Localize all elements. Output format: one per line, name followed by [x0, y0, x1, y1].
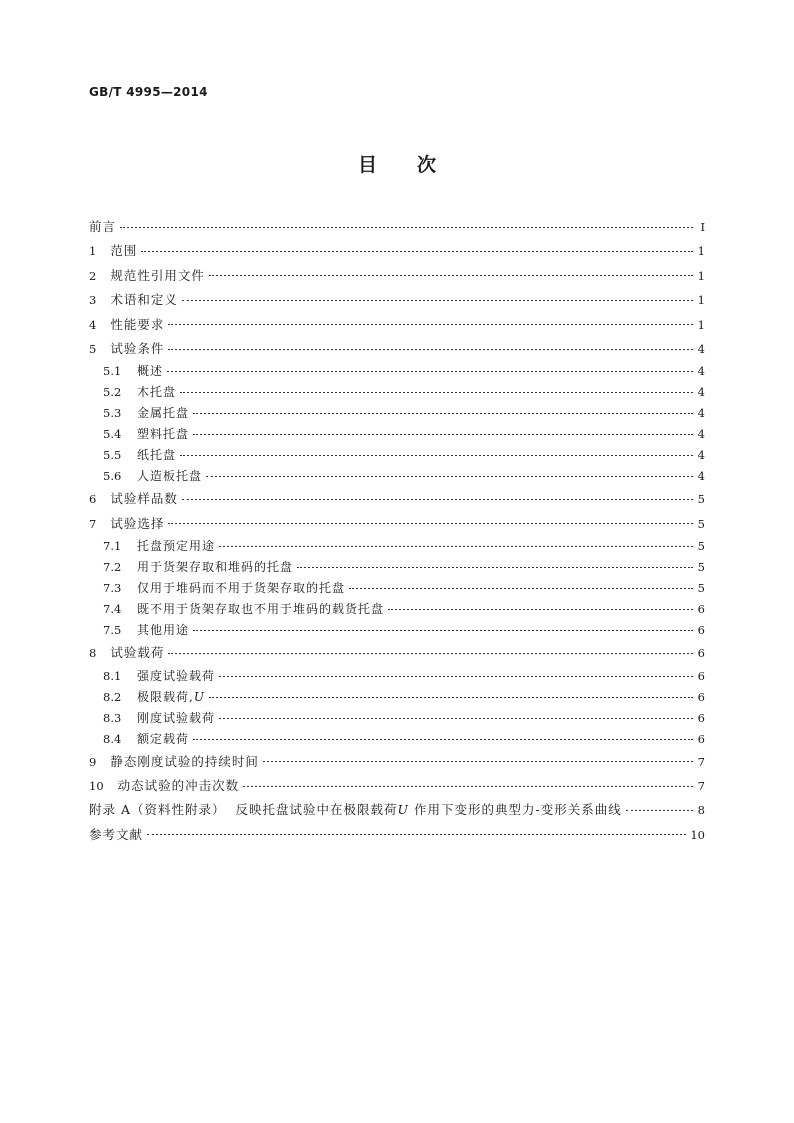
toc-page: 4 [697, 469, 705, 484]
toc-entry-5-4[interactable] [89, 424, 705, 445]
toc-label: 静态刚度试验的持续时间 [110, 753, 259, 769]
toc-number: 5.4 [103, 427, 122, 442]
toc-number: 6 [89, 492, 97, 507]
toc-page: 1 [697, 244, 705, 259]
toc-page: 8 [697, 803, 705, 818]
toc-label: 前言 [89, 219, 117, 234]
toc-number: 9 [89, 754, 97, 769]
toc-number: 5.1 [103, 364, 122, 379]
toc-leader [626, 810, 693, 811]
toc-number: 7.4 [103, 602, 122, 617]
toc-page: 6 [697, 731, 705, 746]
toc-leader [388, 609, 693, 610]
toc-label: 既不用于货架存取也不用于堆码的载货托盘 [137, 602, 385, 617]
toc-label: 概述 [137, 364, 164, 379]
toc-label: 试验条件 [110, 340, 165, 356]
toc-page: 4 [697, 364, 705, 379]
toc-page: 6 [697, 623, 705, 638]
toc-entry-3[interactable] [89, 288, 705, 312]
toc-page: Ⅰ [700, 220, 705, 234]
toc-leader [349, 588, 693, 589]
toc-leader [168, 523, 693, 524]
toc-page: 1 [697, 317, 705, 332]
toc-label: 其他用途 [137, 623, 190, 638]
toc-label: 塑料托盘 [137, 427, 190, 442]
toc-leader [209, 275, 693, 276]
toc-label [89, 798, 622, 822]
toc-number: 3 [89, 293, 97, 308]
toc-label-text: 极限载荷 [137, 689, 190, 704]
toc-number: 7.1 [103, 539, 122, 554]
toc-label [137, 687, 205, 708]
toc-entry-7-2[interactable] [89, 557, 705, 578]
toc-page: 4 [697, 427, 705, 442]
toc-label: 木托盘 [137, 385, 177, 400]
toc-number: 7.2 [103, 560, 122, 575]
toc-page: 6 [697, 646, 705, 661]
toc-label: 刚度试验载荷 [137, 710, 216, 725]
toc-entry-5-2[interactable] [89, 382, 705, 403]
toc-page: 1 [697, 293, 705, 308]
toc-entry-7-3[interactable] [89, 578, 705, 599]
toc-page: 5 [697, 560, 705, 575]
toc-leader [193, 434, 693, 435]
toc-leader [120, 227, 693, 228]
table-of-contents [89, 215, 705, 847]
toc-label: 范围 [110, 243, 138, 259]
toc-number: 7 [89, 516, 97, 531]
toc-leader [243, 786, 693, 787]
toc-entry-preface[interactable] [89, 215, 705, 239]
toc-number: 8 [89, 646, 97, 661]
toc-page: 7 [697, 754, 705, 769]
toc-entry-7-1[interactable] [89, 536, 705, 557]
toc-number: 2 [89, 268, 97, 283]
toc-page: 4 [697, 448, 705, 463]
toc-page: 1 [697, 268, 705, 283]
toc-label: 参考文献 [89, 826, 144, 842]
toc-page: 10 [690, 827, 705, 842]
toc-label: 托盘预定用途 [137, 539, 216, 554]
toc-entry-8-4[interactable] [89, 729, 705, 750]
toc-leader [219, 546, 693, 547]
toc-number: 5.2 [103, 385, 122, 400]
standard-code: GB/T 4995—2014 [89, 85, 208, 99]
toc-number: 7.3 [103, 581, 122, 596]
annex-title: 反映托盘试验中在极限载荷 [235, 802, 398, 818]
toc-leader [209, 697, 693, 698]
toc-label: 规范性引用文件 [110, 267, 205, 283]
toc-entry-annex-a[interactable] [89, 798, 705, 822]
toc-leader [180, 392, 693, 393]
toc-entry-7[interactable] [89, 512, 705, 536]
toc-label: 金属托盘 [137, 406, 190, 421]
toc-label-separator: , [189, 689, 194, 704]
toc-entry-5-6[interactable] [89, 466, 705, 487]
toc-leader [193, 630, 693, 631]
toc-label-symbol: U [193, 689, 205, 704]
toc-entry-6[interactable] [89, 487, 705, 511]
toc-leader [182, 300, 693, 301]
toc-number: 5.6 [103, 469, 122, 484]
toc-number: 5.3 [103, 406, 122, 421]
toc-entry-5-5[interactable] [89, 445, 705, 466]
toc-number: 8.1 [103, 668, 122, 683]
toc-label: 额定载荷 [137, 731, 190, 746]
annex-symbol: U [397, 802, 410, 818]
toc-leader [167, 371, 693, 372]
toc-leader [168, 324, 693, 325]
toc-entry-7-5[interactable] [89, 620, 705, 641]
toc-entry-8-2[interactable] [89, 687, 705, 708]
annex-title-rest: 作用下变形的典型力-变形关系曲线 [414, 802, 622, 818]
toc-leader [206, 476, 693, 477]
toc-number: 10 [89, 778, 104, 793]
toc-entry-4[interactable] [89, 313, 705, 337]
toc-label: 性能要求 [110, 316, 165, 332]
page-title: 目次 [357, 154, 476, 176]
toc-number: 8.3 [103, 710, 122, 725]
toc-entry-9[interactable] [89, 750, 705, 774]
toc-leader [297, 567, 693, 568]
toc-number: 5.5 [103, 448, 122, 463]
toc-page: 7 [697, 778, 705, 793]
toc-entry-2[interactable] [89, 264, 705, 288]
toc-number: 8.2 [103, 689, 122, 704]
toc-leader [193, 413, 693, 414]
toc-entry-7-4[interactable] [89, 599, 705, 620]
toc-number: 5 [89, 341, 97, 356]
toc-page: 5 [697, 581, 705, 596]
toc-label: 试验样品数 [110, 491, 178, 507]
toc-page: 6 [697, 710, 705, 725]
toc-leader [147, 834, 686, 835]
toc-number: 8.4 [103, 731, 122, 746]
toc-page: 4 [697, 406, 705, 421]
toc-leader [168, 653, 693, 654]
toc-entry-8-1[interactable] [89, 666, 705, 687]
toc-leader [141, 251, 693, 252]
toc-number: 4 [89, 317, 97, 332]
toc-leader [182, 499, 693, 500]
toc-entry-10[interactable] [89, 774, 705, 798]
toc-label: 试验载荷 [110, 645, 165, 661]
toc-page: 6 [697, 689, 705, 704]
toc-page: 6 [697, 668, 705, 683]
toc-entry-references[interactable] [89, 823, 705, 847]
toc-label: 术语和定义 [110, 292, 178, 308]
toc-page: 4 [697, 385, 705, 400]
toc-entry-8-3[interactable] [89, 708, 705, 729]
toc-page: 5 [697, 516, 705, 531]
toc-label: 强度试验载荷 [137, 668, 216, 683]
toc-leader [219, 718, 693, 719]
toc-entry-5-1[interactable] [89, 361, 705, 382]
toc-label: 纸托盘 [137, 448, 177, 463]
toc-label: 仅用于堆码而不用于货架存取的托盘 [137, 581, 346, 596]
toc-page: 4 [697, 341, 705, 356]
toc-page: 5 [697, 492, 705, 507]
toc-page: 5 [697, 539, 705, 554]
toc-leader [219, 676, 693, 677]
toc-entry-5[interactable] [89, 337, 705, 361]
toc-number: 1 [89, 244, 97, 259]
toc-entry-8[interactable] [89, 641, 705, 665]
toc-label: 动态试验的冲击次数 [117, 777, 240, 793]
toc-number: 7.5 [103, 623, 122, 638]
toc-leader [180, 455, 693, 456]
toc-label: 人造板托盘 [137, 469, 203, 484]
toc-leader [168, 349, 693, 350]
annex-prefix: 附录 A（资料性附录） [89, 802, 226, 818]
toc-leader [193, 739, 693, 740]
toc-page: 6 [697, 602, 705, 617]
toc-entry-5-3[interactable] [89, 403, 705, 424]
toc-entry-1[interactable] [89, 239, 705, 263]
toc-label: 试验选择 [110, 515, 165, 531]
toc-label: 用于货架存取和堆码的托盘 [137, 560, 294, 575]
toc-leader [263, 761, 693, 762]
